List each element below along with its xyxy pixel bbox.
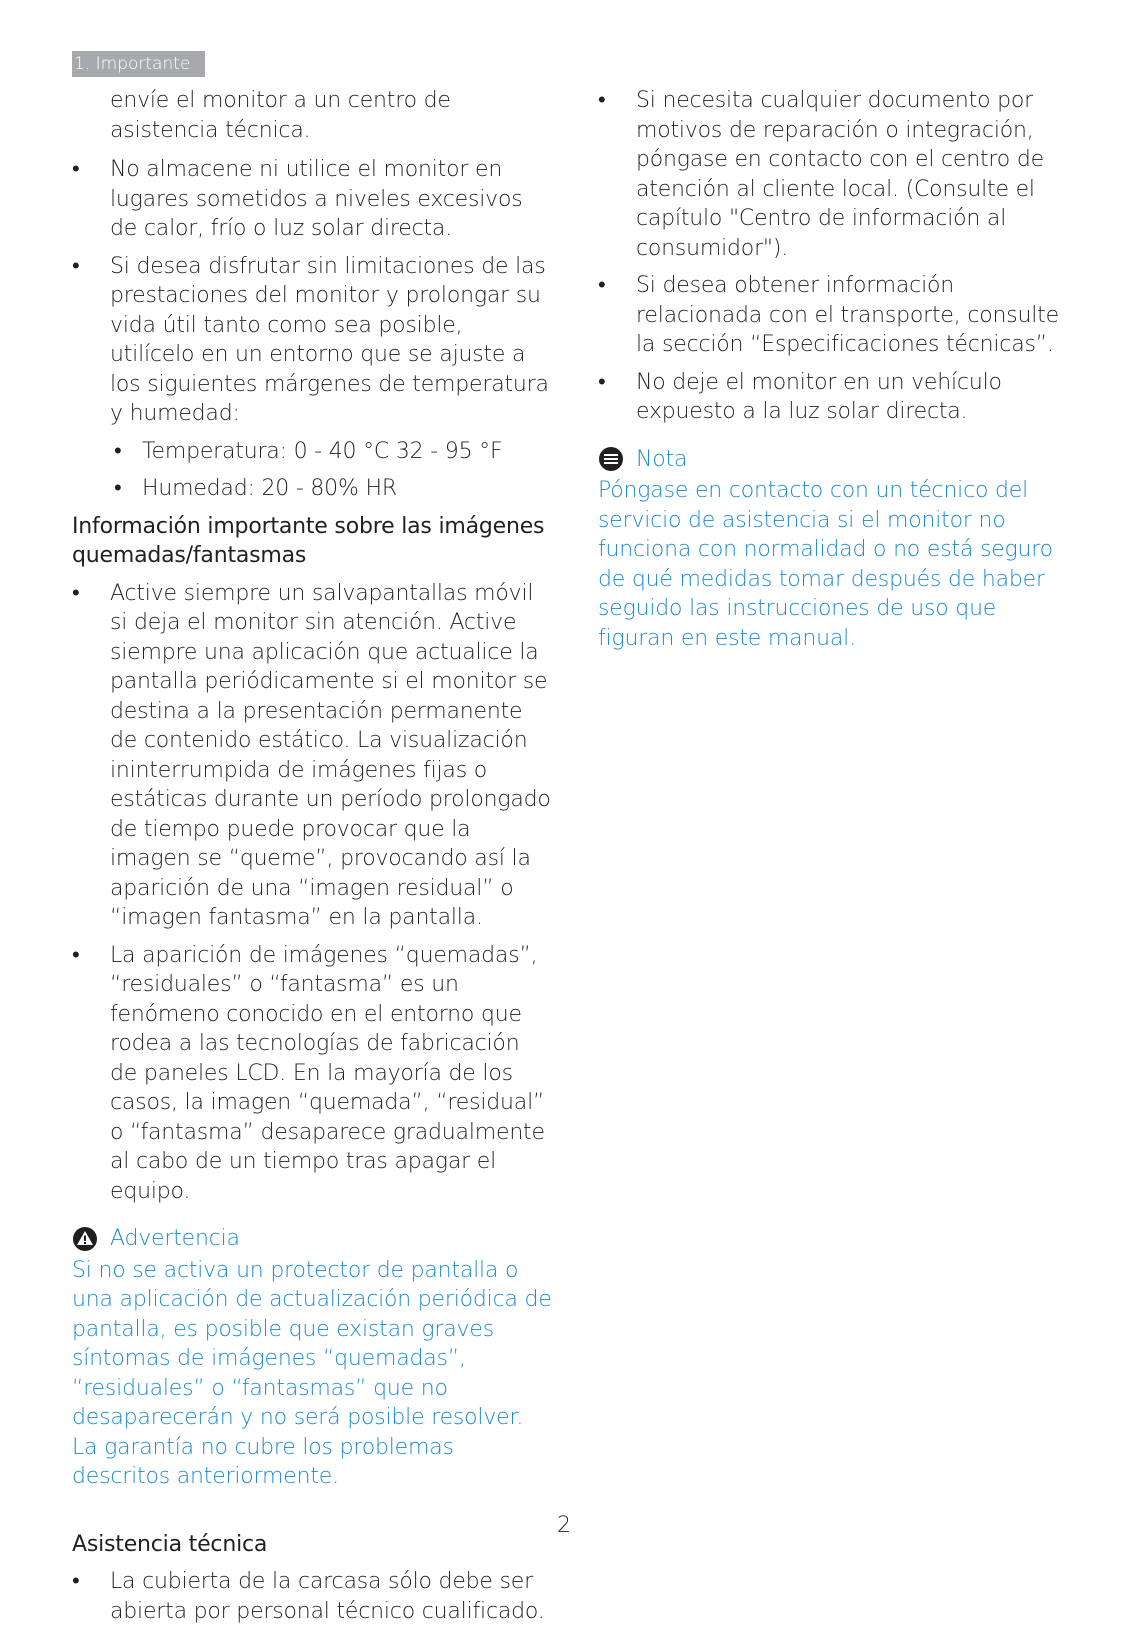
list-item	[72, 252, 552, 429]
list-item	[598, 368, 1078, 427]
bullet-glyph: •	[598, 369, 606, 395]
bullet-glyph: •	[598, 273, 606, 298]
list-item	[598, 271, 1078, 360]
list-item-text: No deje el monitor en un vehículo expuesto a la luz solar directa.	[636, 369, 1002, 424]
right-column	[598, 86, 1078, 653]
section-tab: 1. Importante	[72, 51, 205, 77]
list-item	[72, 941, 552, 1207]
bullet-glyph: •	[114, 476, 122, 501]
warning-heading	[72, 1224, 552, 1254]
sub-list-item	[72, 474, 552, 504]
list-item-text: La cubierta de la carcasa sólo debe ser abierta por personal técnico cualificado.	[110, 1569, 545, 1624]
note-title: Nota	[636, 446, 688, 472]
bullet-glyph: •	[72, 253, 80, 279]
warning-text: Si no se activa un protector de pantalla o una aplicación de actualización periódica de pantalla, es posible que existan graves síntomas de imágenes “quemadas”, “residuales” o “fantasmas” que no desaparecerán y no será posible resolver. La garantía no cubre los problemas descritos anteriormente.	[72, 1257, 552, 1489]
list-item	[72, 579, 552, 933]
sub-list-item-text: Humedad: 20 - 80% HR	[142, 476, 397, 501]
page-number: 2	[557, 1513, 571, 1538]
section-heading-support: Asistencia técnica	[72, 1531, 268, 1557]
left-column	[72, 86, 552, 1634]
bullet-glyph: •	[114, 438, 122, 464]
list-item	[598, 86, 1078, 263]
bullet-glyph: •	[72, 580, 80, 606]
bullet-glyph: •	[598, 88, 606, 113]
list-item-text: La aparición de imágenes “quemadas”, “residuales” o “fantasma” es un fenómeno conocido en el entorno que rodea a las tecnologías de fabricación de paneles LCD. En la mayoría de los casos, la imagen “quemada”, “residual” o “fantasma” desaparece gradualmente al cabo de un tiempo tras apagar el equipo.	[110, 942, 545, 1204]
continuation-text: envíe el monitor a un centro de asistencia técnica.	[110, 88, 451, 143]
list-item-text: Si desea disfrutar sin limitaciones de las prestaciones del monitor y prolongar su vida útil tanto como sea posible, utilícelo en un entorno que se ajuste a los siguientes márgenes de temperatura y humedad:	[110, 253, 549, 426]
warning-title: Advertencia	[110, 1226, 240, 1251]
list-item-text: Si necesita cualquier documento por motivos de reparación o integración, póngase en contacto con el centro de atención al cliente local. (Consulte el capítulo "Centro de información al consumidor").	[636, 88, 1044, 261]
list-item	[72, 155, 552, 244]
list-item-text: No almacene ni utilice el monitor en lugares sometidos a niveles excesivos de calor, frío o luz solar directa.	[110, 157, 523, 241]
bullet-glyph: •	[72, 157, 80, 182]
bullet-glyph: •	[72, 1569, 80, 1594]
sub-list-item-text: Temperatura: 0 - 40 °C 32 - 95 °F	[142, 438, 503, 464]
note-icon	[598, 446, 624, 472]
list-item	[72, 1567, 552, 1626]
list-item-text: Si desea obtener información relacionada con el transporte, consulte la sección “Especificaciones técnicas”.	[636, 273, 1059, 357]
note-text: Póngase en contacto con un técnico del servicio de asistencia si el monitor no funciona con normalidad o no está seguro de qué medidas tomar después de haber seguido las instrucciones de uso que figuran en este manual.	[598, 478, 1053, 651]
sub-list-item	[72, 437, 552, 467]
bullet-glyph: •	[72, 942, 80, 968]
warning-icon	[72, 1226, 98, 1252]
section-heading-burn-in: Información importante sobre las imágenes quemadas/fantasmas	[72, 513, 545, 568]
list-item-text: Active siempre un salvapantallas móvil si deja el monitor sin atención. Active siempre una aplicación que actualice la pantalla periódicamente si el monitor se destina a la presentación permanente de contenido estático. La visualización ininterrumpida de imágenes fijas o estáticas durante un período prolongado de tiempo puede provocar que la imagen se “queme”, provocando así la aparición de una “imagen residual” o “imagen fantasma” en la pantalla.	[110, 580, 551, 930]
note-heading	[598, 445, 1078, 475]
